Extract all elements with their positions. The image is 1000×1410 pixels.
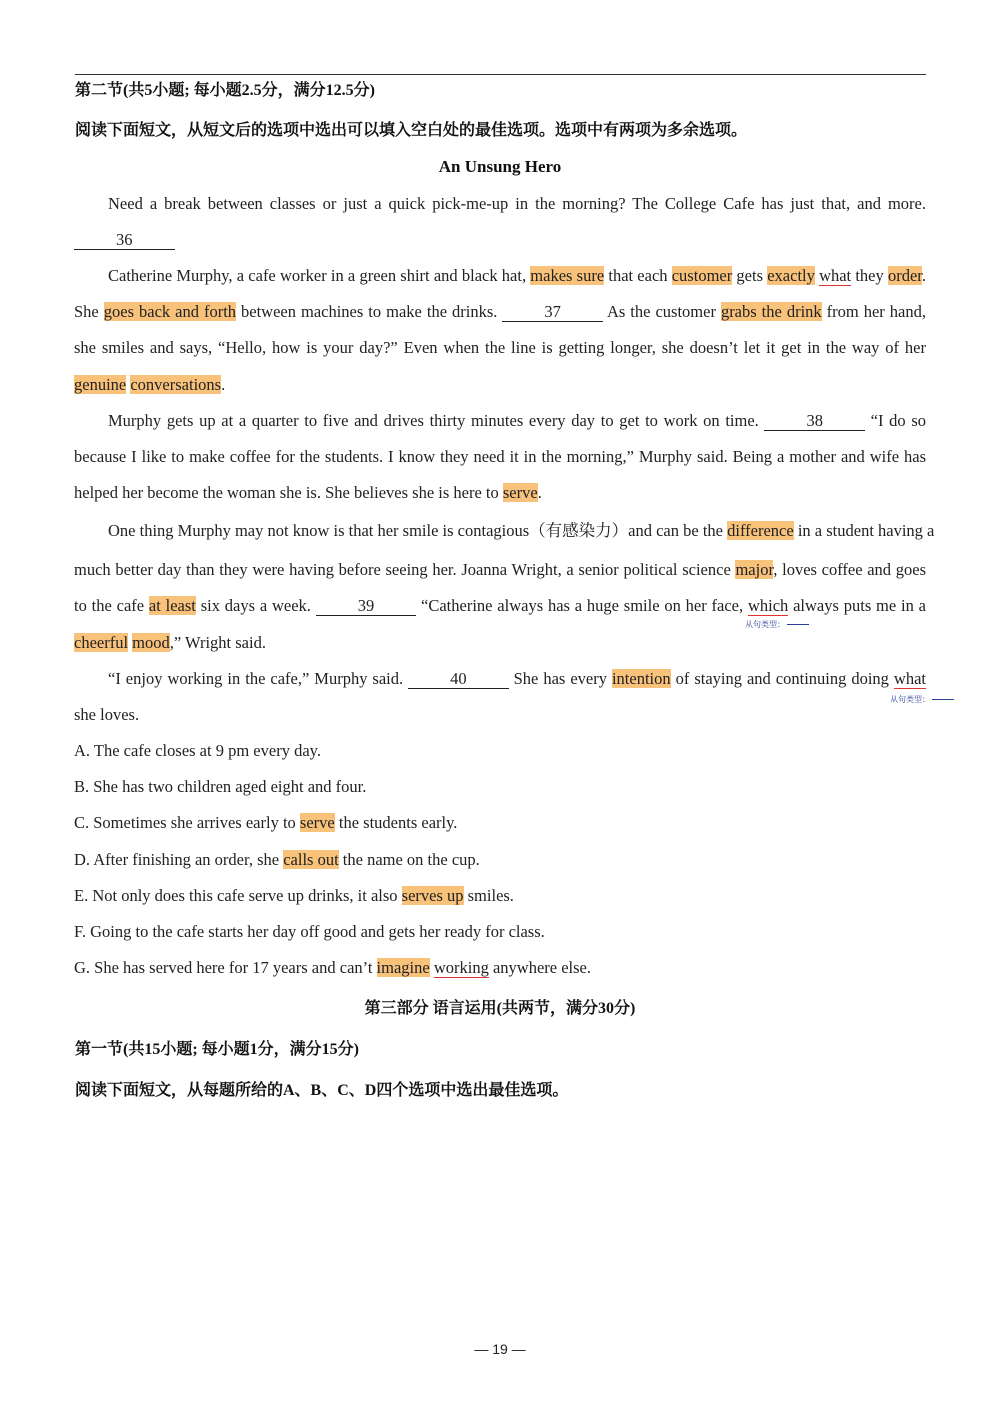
part3-instruction: 阅读下面短文，从每题所给的A、B、C、D四个选项中选出最佳选项。 (75, 1082, 569, 1099)
blank-39[interactable]: 39 (316, 597, 417, 616)
paragraph-2-line-2: She goes back and forth between machines to make the drinks. 37 As the customer grabs the drink from her hand, (74, 302, 926, 321)
option-a: A. The cafe closes at 9 pm every day. (74, 741, 321, 760)
paragraph-2-line-4: genuine conversations. (74, 375, 226, 394)
option-d: D. After finishing an order, she calls out the name on the cup. (74, 850, 480, 869)
blank-40[interactable]: 40 (408, 670, 509, 689)
top-rule (75, 74, 926, 75)
article-title: An Unsung Hero (438, 157, 562, 176)
paragraph-2-line-1: Catherine Murphy, a cafe worker in a green shirt and black hat, makes sure that each customer gets exactly what they order. (108, 266, 926, 285)
part3-heading: 第三部分 语言运用(共两节，满分30分) (364, 1000, 636, 1017)
section-instruction: 阅读下面短文，从短文后的选项中选出可以填入空白处的最佳选项。选项中有两项为多余选项。 (75, 122, 748, 139)
paragraph-3-line-3: helped her become the woman she is. She believes she is here to serve. (74, 483, 542, 502)
paragraph-4-line-1: One thing Murphy may not know is that her smile is contagious（有感染力）and can be the difference in a student having a (108, 521, 935, 540)
paragraph-4-line-4: cheerful mood,” Wright said. (74, 633, 266, 652)
paragraph-1-line-2 (74, 229, 926, 251)
blank-37[interactable]: 37 (502, 303, 603, 322)
option-b: B. She has two children aged eight and four. (74, 777, 367, 796)
paragraph-3-line-1: Murphy gets up at a quarter to five and drives thirty minutes every day to get to work on time. 38 “I do so (108, 411, 926, 430)
paragraph-2-line-3: she smiles and says, “Hello, how is your day?” Even when the line is getting longer, she doesn’t let it get in the way of her (74, 338, 926, 357)
handwritten-note-clause-type: 从句类型： (745, 619, 809, 630)
option-f: F. Going to the cafe starts her day off good and gets her ready for class. (74, 922, 545, 941)
blank-36[interactable]: 36 (74, 231, 175, 250)
option-g: G. She has served here for 17 years and can’t imagine working anywhere else. (74, 958, 591, 977)
page-number: — 19 — (474, 1341, 526, 1357)
option-e: E. Not only does this cafe serve up drinks, it also serves up smiles. (74, 886, 514, 905)
paragraph-1-line-1: Need a break between classes or just a quick pick-me-up in the morning? The College Cafe has just that, and more. (108, 194, 926, 213)
paragraph-5-line-2: she loves. (74, 705, 140, 724)
paragraph-3-line-2: because I like to make coffee for the students. I know they need it in the morning,” Murphy said. Being a mother and wife has (74, 447, 926, 466)
paragraph-4-line-2: much better day than they were having before seeing her. Joanna Wright, a senior political science major, loves coffee and goes (74, 560, 926, 579)
handwritten-note-clause-type-2: 从句类型： (890, 694, 954, 705)
section-heading: 第二节(共5小题; 每小题2.5分，满分12.5分) (75, 82, 375, 99)
paragraph-4-line-3: to the cafe at least six days a week. 39 “Catherine always has a huge smile on her face, which always puts me in a (74, 596, 926, 615)
part3-section1-heading: 第一节(共15小题; 每小题1分，满分15分) (75, 1041, 359, 1058)
option-c: C. Sometimes she arrives early to serve the students early. (74, 813, 458, 832)
blank-38[interactable]: 38 (764, 412, 865, 431)
paragraph-5-line-1: “I enjoy working in the cafe,” Murphy said. 40 She has every intention of staying and continuing doing what (108, 669, 926, 688)
